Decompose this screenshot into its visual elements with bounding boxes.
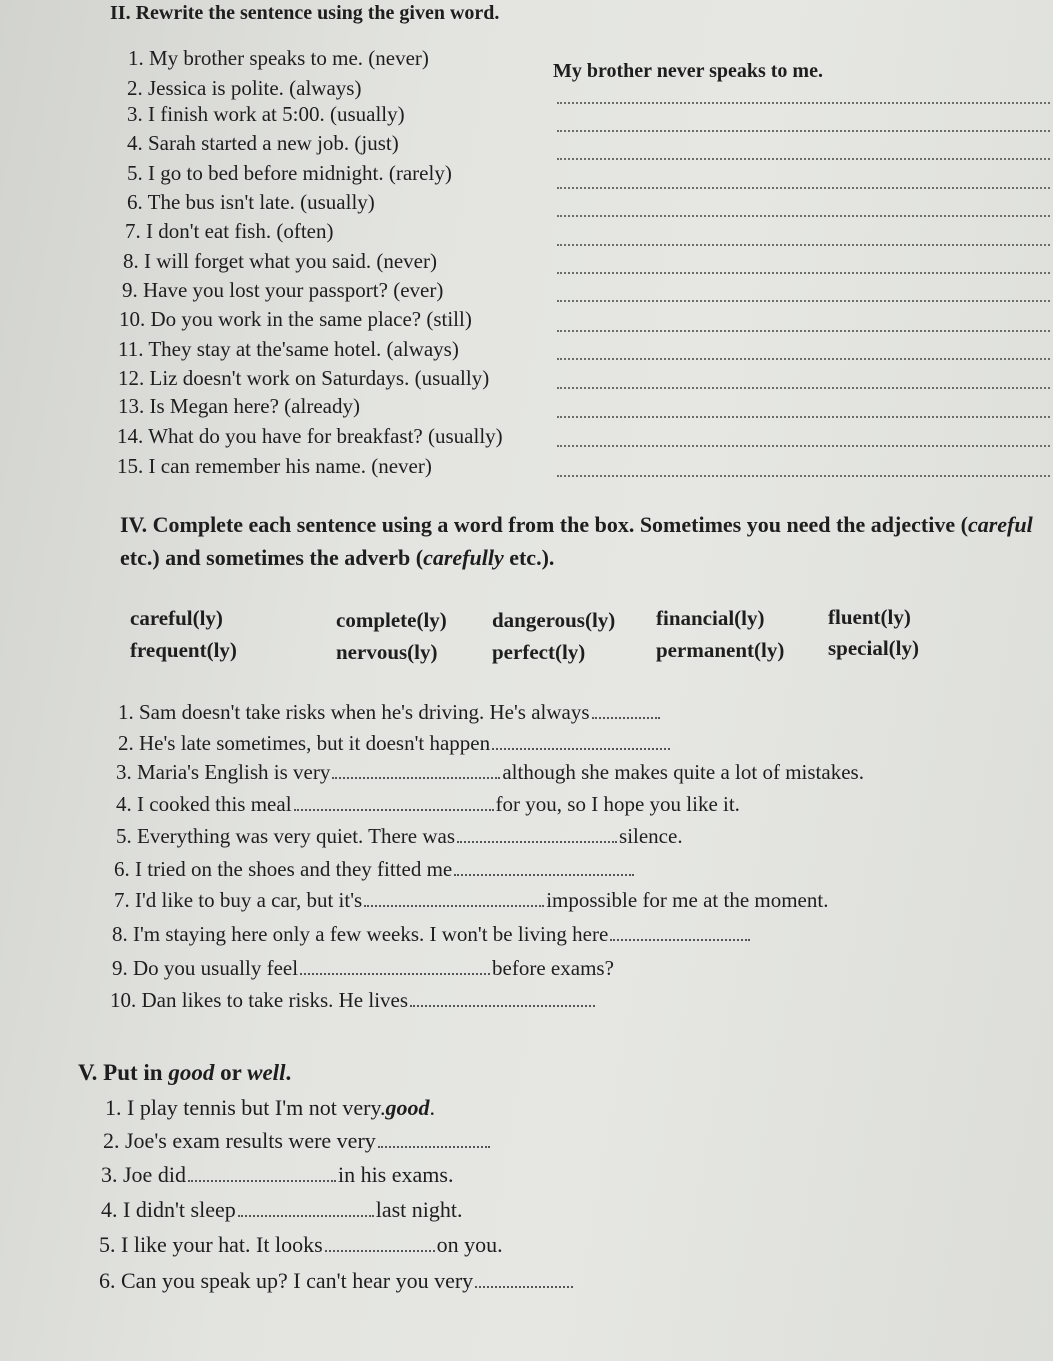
handwritten-answer: good bbox=[385, 1095, 430, 1120]
s5-item-2 bbox=[103, 1128, 492, 1154]
box-word: frequent(ly) bbox=[130, 638, 237, 662]
box-word: dangerous(ly) bbox=[492, 608, 616, 632]
s4-item-2 bbox=[118, 731, 672, 756]
s3-answer-line-8[interactable] bbox=[557, 272, 1050, 274]
s5-title-pre: V. Put in bbox=[78, 1060, 169, 1085]
s4-item-text-after: although she makes quite a lot of mistakes. bbox=[502, 760, 864, 784]
blank-field[interactable] bbox=[410, 1005, 595, 1007]
s3-answer-1: My brother never speaks to me. bbox=[553, 60, 823, 82]
s5-item-text: 5. I like your hat. It looks bbox=[99, 1232, 323, 1257]
s3-answer-line-6[interactable] bbox=[557, 215, 1050, 217]
blank-field[interactable] bbox=[457, 841, 617, 843]
s3-item-15: 15. I can remember his name. (never) bbox=[117, 454, 432, 478]
s3-item-1: 1. My brother speaks to me. (never) bbox=[128, 46, 429, 70]
s5-title-post: . bbox=[285, 1060, 292, 1085]
s3-answer-line-4[interactable] bbox=[557, 158, 1050, 160]
s3-item-4: 4. Sarah started a new job. (just) bbox=[127, 131, 399, 155]
s5-item-text-after: in his exams. bbox=[337, 1162, 454, 1187]
blank-field[interactable] bbox=[325, 1250, 435, 1252]
s3-answer-line-7[interactable] bbox=[557, 244, 1050, 246]
s4-title-em2: carefully bbox=[423, 545, 504, 570]
blank-field[interactable] bbox=[332, 777, 500, 779]
s3-item-11: 11. They stay at the'same hotel. (always) bbox=[118, 337, 459, 361]
section-5-title bbox=[78, 1060, 291, 1086]
box-word: fluent(ly) bbox=[828, 605, 911, 629]
s3-answer-line-5[interactable] bbox=[557, 187, 1050, 189]
s3-item-9: 9. Have you lost your passport? (ever) bbox=[122, 278, 444, 302]
s3-item-8: 8. I will forget what you said. (never) bbox=[123, 249, 437, 273]
s5-item-3 bbox=[101, 1162, 453, 1188]
s3-answer-line-11[interactable] bbox=[557, 358, 1050, 360]
s4-item-7 bbox=[114, 888, 828, 913]
blank-field[interactable] bbox=[364, 905, 544, 907]
s4-item-4 bbox=[116, 792, 740, 817]
box-word: financial(ly) bbox=[656, 606, 765, 630]
s4-item-text: 5. Everything was very quiet. There was bbox=[116, 824, 456, 848]
s4-item-text-after: for you, so I hope you like it. bbox=[495, 792, 740, 816]
s3-item-12: 12. Liz doesn't work on Saturdays. (usually) bbox=[118, 366, 490, 390]
s4-item-10 bbox=[110, 988, 597, 1013]
s3-answer-line-13[interactable] bbox=[557, 416, 1050, 418]
blank-field[interactable] bbox=[610, 939, 750, 941]
s5-item-text: 4. I didn't sleep bbox=[101, 1197, 236, 1222]
blank-field[interactable] bbox=[294, 809, 494, 811]
s5-title-mid: or bbox=[214, 1060, 248, 1085]
s4-item-text: 2. He's late sometimes, but it doesn't happen bbox=[118, 731, 491, 755]
s3-item-6: 6. The bus isn't late. (usually) bbox=[127, 190, 375, 214]
s5-item-text: 1. I play tennis but I'm not very. bbox=[105, 1095, 386, 1120]
s3-item-3: 3. I finish work at 5:00. (usually) bbox=[127, 102, 405, 126]
s3-item-2: 2. Jessica is polite. (always) bbox=[127, 76, 362, 100]
blank-field[interactable] bbox=[492, 748, 670, 750]
s5-title-em1: good bbox=[168, 1060, 215, 1085]
blank-field[interactable] bbox=[188, 1180, 336, 1182]
s4-item-text: 3. Maria's English is very bbox=[116, 760, 331, 784]
s4-item-text: 4. I cooked this meal bbox=[116, 792, 292, 816]
s5-title-em2: well bbox=[247, 1060, 286, 1085]
s4-item-text-after: impossible for me at the moment. bbox=[546, 888, 829, 912]
blank-field[interactable] bbox=[300, 973, 490, 975]
box-word: nervous(ly) bbox=[336, 640, 438, 664]
s4-item-9 bbox=[112, 956, 614, 981]
s5-item-6 bbox=[99, 1268, 575, 1294]
s3-answer-line-12[interactable] bbox=[557, 387, 1050, 389]
s4-item-text-after: silence. bbox=[619, 824, 683, 848]
box-word: careful(ly) bbox=[130, 606, 223, 630]
s3-answer-line-14[interactable] bbox=[557, 445, 1050, 447]
section-3-title: II. Rewrite the sentence using the given word. bbox=[110, 2, 500, 24]
s4-item-text: 7. I'd like to buy a car, but it's bbox=[114, 888, 363, 912]
s3-answer-line-2[interactable] bbox=[557, 102, 1050, 104]
s5-item-text: 2. Joe's exam results were very bbox=[103, 1128, 376, 1153]
s4-item-8 bbox=[112, 922, 752, 947]
section-4-title bbox=[120, 508, 1050, 574]
s4-item-text: 8. I'm staying here only a few weeks. I won't be living here bbox=[112, 922, 609, 946]
s5-item-text-after: on you. bbox=[436, 1232, 503, 1257]
s5-item-4 bbox=[101, 1197, 463, 1223]
s4-item-3 bbox=[116, 760, 864, 785]
s5-item-text-after: . bbox=[429, 1095, 436, 1120]
s3-item-14: 14. What do you have for breakfast? (usually) bbox=[117, 424, 503, 448]
s4-item-1 bbox=[118, 700, 662, 725]
s3-item-13: 13. Is Megan here? (already) bbox=[118, 394, 360, 418]
s4-item-text-after: before exams? bbox=[492, 956, 614, 980]
blank-field[interactable] bbox=[454, 874, 634, 876]
s3-item-10: 10. Do you work in the same place? (still) bbox=[119, 307, 472, 331]
box-word: special(ly) bbox=[828, 636, 919, 660]
s4-title-em1: careful bbox=[967, 512, 1033, 537]
blank-field[interactable] bbox=[592, 717, 660, 719]
box-word: perfect(ly) bbox=[492, 640, 586, 664]
box-word: permanent(ly) bbox=[656, 638, 785, 662]
s5-item-text: 3. Joe did bbox=[101, 1162, 186, 1187]
s3-answer-line-9[interactable] bbox=[557, 300, 1050, 302]
s4-title-mid: etc.) and sometimes the adverb ( bbox=[120, 545, 424, 570]
s5-item-1 bbox=[105, 1095, 435, 1121]
s3-answer-line-15[interactable] bbox=[557, 475, 1050, 477]
s5-item-text: 6. Can you speak up? I can't hear you very bbox=[99, 1268, 474, 1293]
s4-item-text: 9. Do you usually feel bbox=[112, 956, 299, 980]
s4-title-pre: IV. Complete each sentence using a word from the box. Sometimes you need the adjective ( bbox=[120, 512, 968, 537]
s3-answer-line-10[interactable] bbox=[557, 330, 1050, 332]
s4-title-post: etc.). bbox=[503, 545, 555, 570]
blank-field[interactable] bbox=[238, 1215, 374, 1217]
blank-field[interactable] bbox=[378, 1146, 490, 1148]
s4-item-text: 6. I tried on the shoes and they fitted me bbox=[114, 857, 453, 881]
s4-item-text: 10. Dan likes to take risks. He lives bbox=[110, 988, 409, 1012]
blank-field[interactable] bbox=[475, 1286, 573, 1288]
s4-item-text: 1. Sam doesn't take risks when he's driving. He's always bbox=[118, 700, 590, 724]
s4-item-6 bbox=[114, 857, 636, 882]
s3-item-7: 7. I don't eat fish. (often) bbox=[125, 219, 334, 243]
s5-item-text-after: last night. bbox=[375, 1197, 463, 1222]
s3-answer-line-3[interactable] bbox=[557, 130, 1050, 132]
s3-item-5: 5. I go to bed before midnight. (rarely) bbox=[127, 161, 452, 185]
box-word: complete(ly) bbox=[336, 608, 447, 632]
s4-item-5 bbox=[116, 824, 683, 849]
s5-item-5 bbox=[99, 1232, 503, 1258]
